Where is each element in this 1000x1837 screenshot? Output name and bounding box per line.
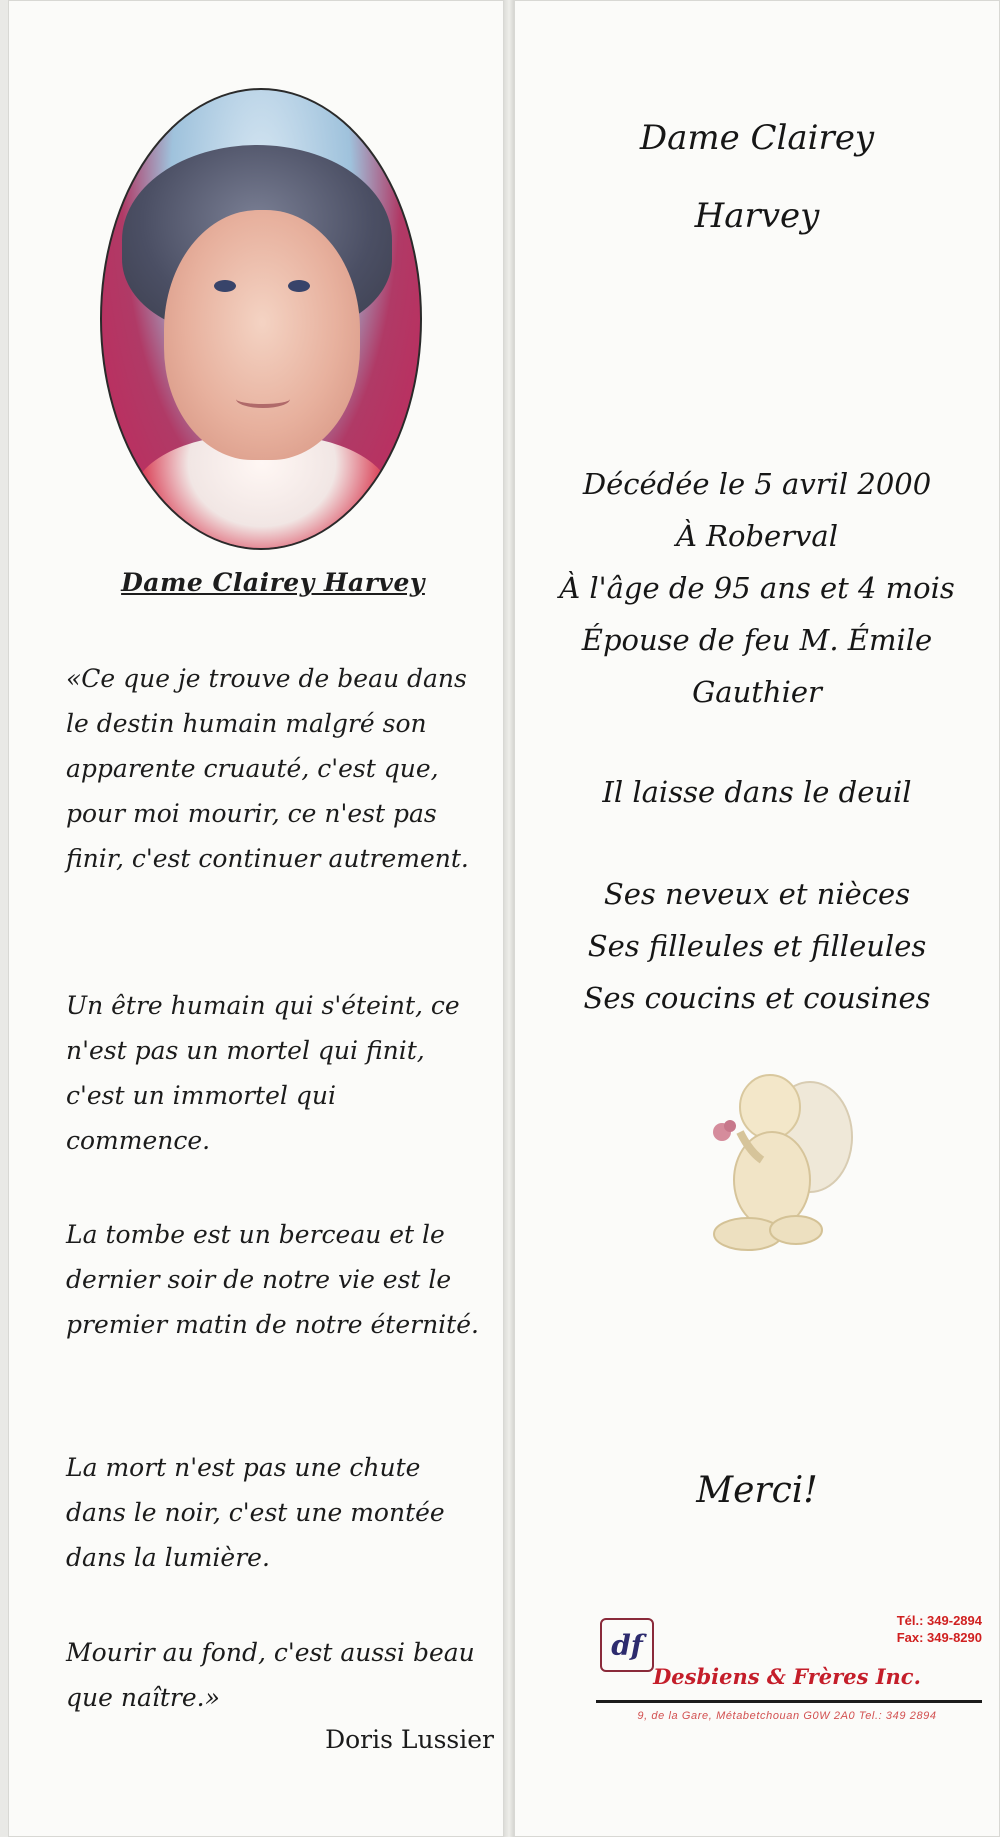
fax-number: Fax: 349-8290 — [896, 1630, 982, 1645]
family-line-2: Ses filleules et filleules — [587, 929, 927, 963]
death-place: À Roberval — [676, 519, 838, 553]
footer-rule — [596, 1700, 982, 1703]
quote-paragraph-3: La tombe est un berceau et le dernier soir de notre vie est le premier matin de notre éternité. — [66, 1220, 479, 1339]
company-name: Desbiens & Frères Inc. — [653, 1664, 921, 1689]
card-divider — [504, 0, 514, 1837]
thanks-text: Merci! — [696, 1470, 818, 1511]
quote-paragraph-4: La mort n'est pas une chute dans le noir, c'est une montée dans la lumière. — [66, 1453, 445, 1572]
title-line-1: Dame Clairey — [639, 118, 875, 158]
spouse-line-2: Gauthier — [692, 675, 822, 709]
cherub-figurine-icon — [700, 1062, 860, 1262]
right-bookmark — [514, 0, 1000, 1837]
quote-paragraph-1: «Ce que je trouve de beau dans le destin humain malgré son apparente cruauté, c'est que, pour moi mourir, ce n'est pas finir, c'est continuer autrement. — [66, 664, 469, 873]
title-line-2: Harvey — [694, 196, 820, 236]
portrait-caption: Dame Clairey Harvey — [121, 568, 425, 597]
death-date: Décédée le 5 avril 2000 — [582, 467, 932, 501]
family-line-3: Ses coucins et cousines — [583, 981, 931, 1015]
portrait-photo — [100, 88, 422, 550]
mourning-heading: Il laisse dans le deuil — [602, 775, 912, 809]
quote-paragraph-2: Un être humain qui s'éteint, ce n'est pas un mortel qui finit, c'est un immortel qui commence. — [66, 991, 460, 1155]
spouse-line-1: Épouse de feu M. Émile — [581, 623, 933, 657]
funeral-home-logo: df — [600, 1618, 654, 1672]
contact-numbers — [897, 1612, 982, 1646]
age-at-death: À l'âge de 95 ans et 4 mois — [559, 571, 955, 605]
telephone-number: Tél.: 349-2894 — [896, 1613, 982, 1628]
family-line-1: Ses neveux et nièces — [603, 877, 911, 911]
left-bookmark — [8, 0, 504, 1837]
quote-paragraph-5: Mourir au fond, c'est aussi beau que naître.» — [66, 1638, 475, 1712]
company-address: 9, de la Gare, Métabetchouan G0W 2A0 Tel.: 349 2894 — [637, 1710, 937, 1722]
quote-author: Doris Lussier — [325, 1725, 494, 1754]
